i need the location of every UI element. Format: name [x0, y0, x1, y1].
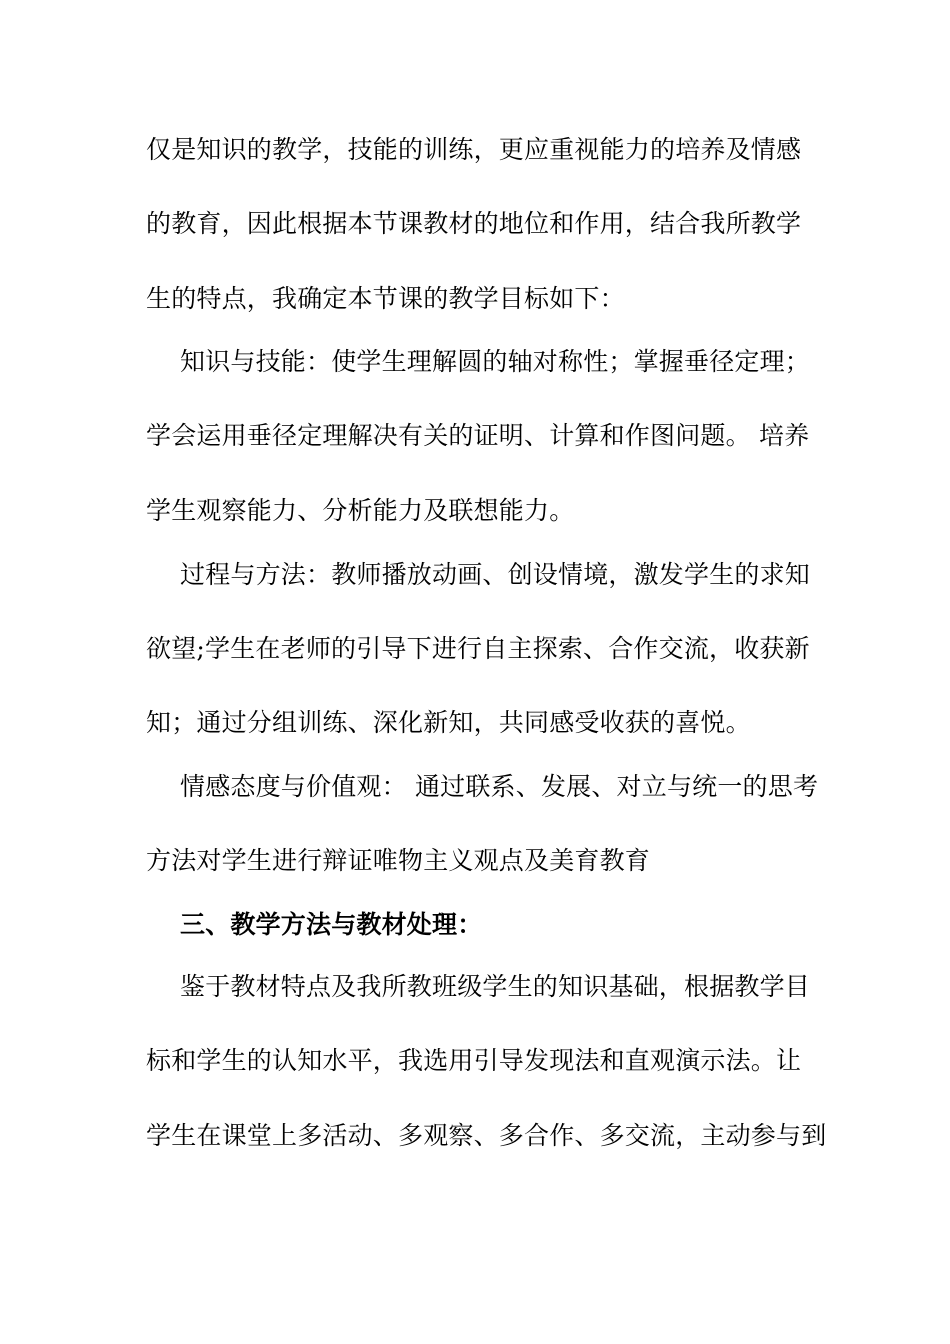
- text-line: 过程与方法：教师播放动画、创设情境，激发学生的求知: [180, 560, 811, 589]
- text-line: 学生观察能力、分析能力及联想能力。: [146, 496, 575, 525]
- text-line: 知；通过分组训练、深化新知，共同感受收获的喜悦。: [146, 708, 751, 737]
- text-line: 方法对学生进行辩证唯物主义观点及美育教育: [146, 846, 651, 875]
- text-line: 学生在课堂上多活动、多观察、多合作、多交流，主动参与到: [146, 1121, 827, 1150]
- text-line: 情感态度与价值观： 通过联系、发展、对立与统一的思考: [180, 772, 819, 801]
- section-heading: 三、教学方法与教材处理：: [180, 910, 483, 939]
- text-line: 的教育，因此根据本节课教材的地位和作用，结合我所教学: [146, 209, 802, 238]
- text-line: 仅是知识的教学，技能的训练，更应重视能力的培养及情感: [146, 135, 802, 164]
- text-line: 知识与技能：使学生理解圆的轴对称性；掌握垂径定理；: [180, 347, 811, 376]
- text-line: 标和学生的认知水平，我选用引导发现法和直观演示法。让: [146, 1046, 802, 1075]
- text-line: 学会运用垂径定理解决有关的证明、计算和作图问题。 培养: [146, 421, 810, 450]
- text-line: 鉴于教材特点及我所教班级学生的知识基础，根据教学目: [180, 972, 811, 1001]
- text-line: 生的特点，我确定本节课的教学目标如下：: [146, 284, 625, 313]
- text-line: 欲望;学生在老师的引导下进行自主探索、合作交流，收获新: [146, 634, 810, 663]
